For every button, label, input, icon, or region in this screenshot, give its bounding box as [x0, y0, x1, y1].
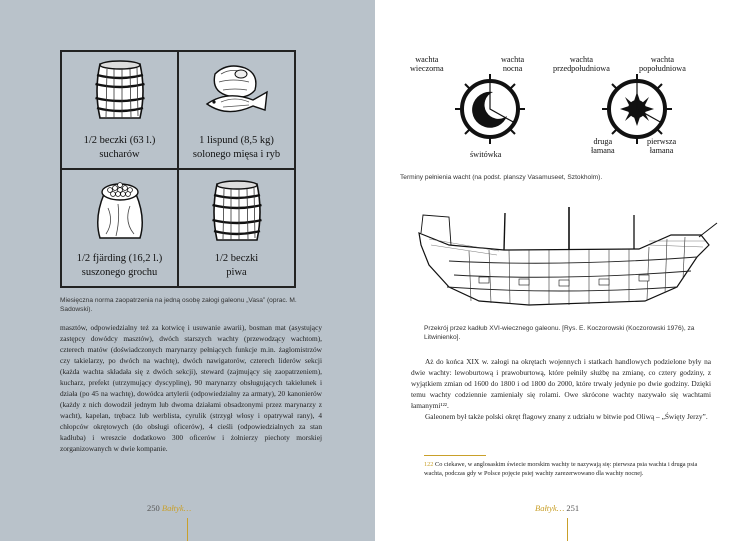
paragraph: Galeonem był także polski okręt flagowy znany z udziału w bitwie pod Oliwą – „Święty Jerzy”. — [425, 412, 708, 421]
ration-amount: 1/2 fjärding (16,2 l.) — [76, 253, 163, 264]
folio-line-left — [187, 518, 188, 541]
ration-item: suszonego grochu — [81, 267, 158, 278]
label-night-watch: wachta nocna — [501, 55, 525, 73]
meat-fish-icon — [197, 60, 277, 122]
day-watch-dial-icon — [600, 72, 674, 146]
night-watch-dial-icon — [453, 72, 527, 146]
barrel-icon — [92, 60, 148, 122]
footnote-number: 122 — [424, 461, 434, 468]
ration-cell-meat-fish — [178, 51, 295, 169]
ration-cell-beer — [178, 169, 295, 287]
ration-caption: Miesięczna norma zaopatrzenia na jedną osobę załogi galeonu „Vasa” (oprac. M. Sadowski). — [60, 297, 297, 313]
folio-line-right — [567, 518, 568, 541]
folio-left — [147, 503, 191, 513]
label-second-dog-watch: druga łamana — [591, 137, 615, 155]
label-forenoon-watch: wachta przedpołudniowa — [553, 55, 610, 73]
ration-amount: 1/2 beczki (63 l.) — [83, 135, 156, 146]
label-evening-watch: wachta wieczorna — [410, 55, 444, 73]
footnote — [424, 460, 710, 478]
ration-item: sucharów — [99, 149, 140, 160]
ration-cell-peas — [61, 169, 178, 287]
ship-caption: Przekrój przez kadłub XVI-wiecznego galeonu. [Rys. E. Koczorowski (Koczorowski 1976), za Litwinienko]. — [424, 325, 695, 341]
left-body-text: masztów, odpowiedzialny też za kotwicę i usuwanie awarii), bosman mat (asystujący zastępcy dowódcy masztów), dwóch starszych wachty (przewodzący wachtom), czterech matów (doświadczonych marynarzy pełniących funkcje m.in. żaglomistrzów czy takielarzy, po dwóch na wachtę), dwóch nawigatorów, czterech liderów sekcji (każda wachta składała się z dwóch sekcji), steward (zajmujący się zaopatrzeniem), kucharz, prefekt (utrzymujący dyscyplinę), 90 marynarzy obsługujących takielunek i działa (po 45 na wachtę), dowódca artylerii (odpowiedzialny za armaty), 20 kanonierów (każdy z nich dowodził jednym lub dwoma działami obsadzonymi przez marynarzy z wacht), kapelan, trębacz lub werblista, cyrulik (strzygł włosy i opatrywał rany), 4 chłopców okrętowych (do obsługi oficerów), 4 cieśli (odpowiedzialnych za stan kadłuba) i wreszcie dodatkowo 300 oficerów i żołnierzy piechoty morskiej zorganizowanych w dwie kompanie. — [60, 323, 322, 453]
right-body-text — [411, 356, 711, 422]
ration-amount: 1/2 beczki — [214, 253, 259, 264]
label-afternoon-watch: wachta popołudniowa — [639, 55, 686, 73]
right-page — [375, 0, 750, 541]
ration-cell-biscuits — [61, 51, 178, 169]
watches-caption: Terminy pełnienia wacht (na podst. planszy Vasamuseet, Sztokholm). — [400, 174, 603, 181]
galleon-cross-section-illustration — [409, 205, 719, 315]
label-first-dog-watch: pierwsza łamana — [647, 137, 677, 155]
page-number: 251 — [566, 503, 580, 513]
footnote-rule — [424, 455, 486, 456]
ration-amount: 1 lispund (8,5 kg) — [199, 135, 274, 146]
ration-table — [60, 50, 296, 288]
running-title: Bałtyk… — [161, 503, 192, 513]
ration-item: solonego mięsa i ryb — [192, 149, 281, 160]
running-title: Bałtyk… — [535, 503, 565, 513]
paragraph: Aż do końca XIX w. załogi na okrętach wojennych i statkach handlowych podzielone były na dwie wachty: lewoburtową i prawoburtową, które pełniły służbę na zmianę, co cztery godziny, z wyjątkiem zmian od 1600 do 1800 i od 1800 do 2000, które trwały jedynie po dwie godziny. Dzięki temu wachty codziennie zamieniały się rolami. Owe skrócone wachty nazywało się wachtami łamanymi¹²². — [411, 357, 711, 410]
label-dawn-watch: świtówka — [470, 150, 502, 159]
page-number: 250 — [147, 503, 160, 513]
sack-icon — [90, 178, 150, 242]
barrel-icon — [209, 178, 265, 244]
folio-right — [535, 503, 579, 513]
ration-item: piwa — [226, 267, 247, 278]
footnote-text: Co ciekawe, w anglosaskim świecie morskim wachty te nazywają się: pierwsza psia wachta i druga psia wachta, podczas gdy w Polsce pojęcie psiej wachty zarezerwowano dla wachty nocnej. — [424, 461, 698, 477]
